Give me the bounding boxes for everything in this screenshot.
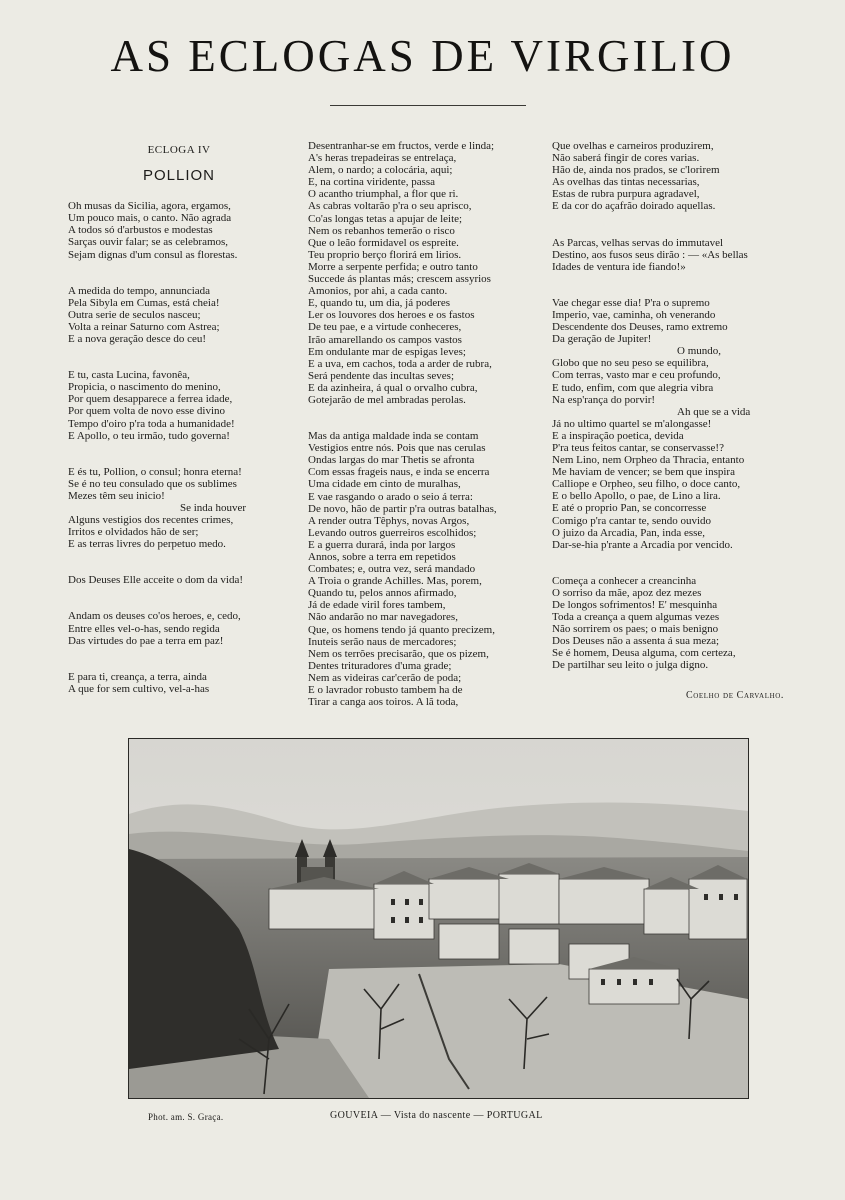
poem-line: Que, os homens tendo já quanto precizem, (308, 623, 495, 636)
poem-line: Alem, o nardo; a colocária, aqui; (308, 164, 453, 177)
poem-stanza (68, 574, 290, 586)
poem-line: Se é homem, Deusa alguma, com certeza, (552, 647, 736, 660)
poem-line: Não sorrirem os paes; o mais benigno (552, 623, 719, 636)
poem-line: Hão de, ainda nos prados, se c'lorirem (552, 164, 720, 177)
poem-line: Quando tu, pelos annos afirmado, (308, 587, 457, 600)
poem-line: Idades de ventura ide fiando!» (552, 260, 686, 273)
poem-line: De novo, hão de partir p'ra outras batalhas, (308, 502, 497, 515)
poem-line: Ondas largas do mar Thetis se afronta (308, 454, 475, 467)
poem-stanza (552, 237, 788, 273)
poem-line: Por quem desapparece a ferrea idade, (68, 393, 233, 406)
poem-line: De teu pae, e a virtude conheceres, (308, 321, 462, 334)
poem-line: Que o leão formidavel os espreite. (308, 236, 459, 249)
poem-line: E as terras livres do perpetuo medo. (68, 538, 226, 551)
poem-line: Succede ás plantas más; crescem assyrios (308, 273, 491, 286)
poem-line: Entre elles vel-o-has, sendo regida (68, 622, 220, 635)
poem-line: Nem os rebanhos temerão o risco (308, 224, 455, 237)
poem-line: E a nova geração desce do ceu! (68, 333, 207, 346)
poem-line: E a inspiração poetica, devida (552, 429, 684, 442)
poem-line: Estas de rubra purpura agradavel, (552, 188, 700, 201)
poem-column-2-body (308, 140, 536, 708)
poem-line: E até o proprio Pan, se concorresse (552, 502, 707, 515)
poem-line: E, quando tu, um dia, já poderes (308, 297, 451, 310)
poem-line: Morre a serpente perfida; e outro tanto (308, 260, 478, 273)
poem-line: Irritos e olvidados hão de ser; (68, 526, 199, 539)
poem-stanza (68, 671, 290, 695)
poem-line: E a guerra durará, inda por largos (308, 538, 456, 551)
poem-line: Teu proprio berço florirá em lirios. (308, 248, 462, 261)
poem-line: Mezes têm seu inicio! (68, 489, 165, 502)
poem-column-1 (68, 140, 290, 719)
poem-line: Imperio, vae, caminha, oh venerando (552, 308, 716, 321)
poem-line: E o lavrador robusto tambem ha de (308, 684, 463, 697)
poem-line: Amonios, por ahi, a cada canto. (308, 285, 448, 298)
poem-line: Tirar a canga aos toiros. A lã toda, (308, 696, 459, 709)
poem-line: Destino, aos fusos seus dirão : — «As bellas (552, 248, 748, 261)
poem-line: Vestigios entre nós. Pois que nas cerulas (308, 442, 486, 455)
poem-line: O sorriso da mãe, apoz dez mezes (552, 586, 702, 599)
poem-line: Com essas frageis naus, e inda se encerra (308, 466, 490, 479)
poem-line: Andam os deuses co'os heroes, e, cedo, (68, 610, 241, 623)
poem-line: As ovelhas das tintas necessarias, (552, 176, 700, 189)
poem-line: Se é no teu consulado que os sublimes (68, 477, 237, 490)
poem-line: Dentes trituradores d'uma grade; (308, 659, 452, 672)
poem-line: Não saberá fingir de cores varias. (552, 152, 700, 165)
poem-line: E Apollo, o teu irmão, tudo governa! (68, 429, 230, 442)
poem-line: De longos sofrimentos! E' mesquinha (552, 599, 718, 611)
poem-line: Já de edade viril fores tambem, (308, 599, 446, 612)
poem-line: Tempo d'oiro p'ra toda a humanidade! (68, 417, 235, 430)
poem-line: E és tu, Pollion, o consul; honra eterna! (68, 465, 242, 478)
poem-line: E tudo, enfim, com que alegria vibra (552, 381, 714, 394)
poem-line: Das virtudes do pae a terra em paz! (68, 634, 224, 647)
poem-stanza (552, 297, 788, 551)
poem-line: Sarças ouvir falar; se as celebramos, (68, 236, 229, 249)
poem-line: Será pendente das incultas seves; (308, 369, 455, 382)
poem-line: A que for sem cultivo, vel-a-has (68, 682, 210, 695)
poem-line: E o bello Apollo, o pae, de Lino a lira. (552, 490, 721, 503)
poem-line: Outra serie de seculos nasceu; (68, 308, 201, 321)
poem-line: Sejam dignas d'um consul as florestas. (68, 248, 238, 261)
poem-line: Co'as longas tetas a apujar de leite; (308, 212, 463, 225)
poem-column-1-body (68, 200, 290, 695)
poem-stanza (68, 285, 290, 345)
poem-line: Dar-se-hia p'rante a Arcadia por vencido. (552, 538, 733, 551)
poem-stanza (552, 575, 788, 672)
poem-stanza (308, 140, 536, 406)
poem-line: Já no ultimo quartel se m'alongasse! (552, 417, 712, 430)
poem-line: Um pouco mais, o canto. Não agrada (68, 212, 232, 225)
poem-line: A medida do tempo, annunciada (68, 284, 211, 297)
poem-column-2 (308, 140, 536, 732)
poem-line: As Parcas, velhas servas do immutavel (552, 236, 724, 249)
poem-line: Desentranhar-se em fructos, verde e linda; (308, 140, 495, 152)
poem-line: Com terras, vasto mar e ceu profundo, (552, 369, 721, 382)
poem-line: E da cor do açafrão doirado aquellas. (552, 200, 716, 213)
poem-line: Propicia, o nascimento do menino, (68, 381, 221, 394)
poem-line: De partilhar seu leito o julga digno. (552, 659, 709, 672)
photo-credit: Phot. am. S. Graça. (148, 1112, 224, 1122)
poem-line: Ah que se a vida (677, 405, 751, 418)
poem-line: A's heras trepadeiras se entrelaça, (308, 152, 457, 165)
poem-line: A Troia o grande Achilles. Mas, porem, (308, 575, 482, 588)
poem-line: E vae rasgando o arado o seio á terra: (308, 490, 473, 503)
town-photograph (128, 738, 749, 1099)
section-title: POLLION (142, 167, 216, 185)
poem-line: Da geração de Jupiter! (552, 333, 652, 346)
poem-line: Globo que no seu peso se equilibra, (552, 357, 709, 370)
poem-line: Calliope e Orpheo, seu filho, o doce canto, (552, 478, 741, 491)
poem-stanza (552, 140, 788, 213)
poem-line: Vae chegar esse dia! P'ra o supremo (552, 296, 710, 309)
poem-line: Levando outros guerreiros escolhidos; (308, 526, 477, 539)
poem-stanza (308, 430, 536, 708)
poem-line: Em ondulante mar de espigas leves; (308, 345, 466, 358)
poem-line: Nem os terrões precisarão, que os pizem, (308, 647, 489, 660)
poem-line: Alguns vestigios dos recentes crimes, (68, 514, 234, 527)
poem-stanza (68, 610, 290, 646)
poem-column-3-body (552, 140, 788, 672)
poem-line: P'ra teus feitos cantar, se conservasse!? (552, 441, 724, 454)
poem-line: O mundo, (677, 345, 721, 358)
poem-line: Volta a reinar Saturno com Astrea; (68, 320, 220, 333)
poem-line: Na esp'rança do porvir! (552, 393, 656, 406)
poem-line: Por quem volta de novo esse divino (68, 405, 226, 418)
poem-line: Comigo p'ra cantar te, sendo ouvido (552, 514, 712, 527)
poem-line: Dos Deuses Elle acceite o dom da vida! (68, 574, 244, 587)
poem-stanza (68, 369, 290, 442)
poem-line: E da azinheira, á qual o orvalho cubra, (308, 381, 478, 394)
poem-stanza (68, 466, 290, 551)
poem-line: A todos só d'arbustos e modestas (68, 224, 213, 237)
poem-line: Não andarão no mar navegadores, (308, 611, 458, 624)
poem-line: A render outra Têphys, novas Argos, (308, 514, 470, 527)
poem-line: O acantho triumphal, a flor que ri. (308, 188, 459, 201)
poem-line: Nem Lino, nem Orpheo da Thracia, entanto (552, 454, 745, 467)
poem-line: Ler os louvores dos heroes e os fastos (308, 309, 475, 322)
poem-line: E a uva, em cachos, toda a arder de rubra, (308, 357, 492, 370)
section-label: ECLOGA IV (147, 144, 211, 156)
poem-line: Combates; e, outra vez, será mandado (308, 563, 476, 576)
poem-line: Me haviam de vencer; se bem que inspira (552, 466, 735, 479)
poem-line: Descendente dos Deuses, ramo extremo (552, 321, 728, 334)
page-title: AS ECLOGAS DE VIRGILIO (110, 31, 735, 81)
poem-line: Irão amarellando os campos vastos (308, 333, 462, 346)
poem-line: Começa a conhecer a creancinha (552, 574, 697, 587)
poem-line: As cabras voltarão p'ra o seu aprisco, (308, 200, 472, 213)
poem-line: Oh musas da Sicilia, agora, ergamos, (68, 200, 231, 213)
author-signature: Coelho de Carvalho. (685, 689, 784, 701)
poem-column-3 (552, 140, 788, 702)
poem-line: Gotejarão de mel ambradas perolas. (308, 393, 466, 406)
poem-line: E tu, casta Lucina, favonêa, (68, 369, 190, 382)
poem-line: Mas da antiga maldade inda se contam (308, 430, 479, 443)
poem-line: Pela Sibyla em Cumas, está cheia! (68, 296, 220, 309)
poem-line: Que ovelhas e carneiros produzirem, (552, 140, 714, 152)
poem-line: Uma cidade em cinto de muralhas, (308, 478, 461, 491)
poem-line: E, na cortina viridente, passa (308, 176, 436, 189)
poem-line: Dos Deuses não a assenta á sua meza; (552, 635, 720, 648)
poem-line: Inuteis serão naus de mercadores; (308, 635, 457, 648)
poem-line: O juizo da Arcadia, Pan, inda esse, (552, 526, 706, 539)
poem-line: Annos, sobre a terra em repetidos (308, 551, 456, 563)
title-rule (330, 105, 526, 106)
poem-line: Toda a creança a quem algumas vezes (552, 611, 720, 624)
poem-line: Se inda houver (180, 501, 246, 514)
poem-line: Nem as videiras car'cerão de poda; (308, 671, 462, 684)
poem-line: E para ti, creança, a terra, ainda (68, 670, 207, 683)
poem-stanza (68, 200, 290, 260)
photo-caption: GOUVEIA — Vista do nascente — PORTUGAL (330, 1110, 543, 1121)
